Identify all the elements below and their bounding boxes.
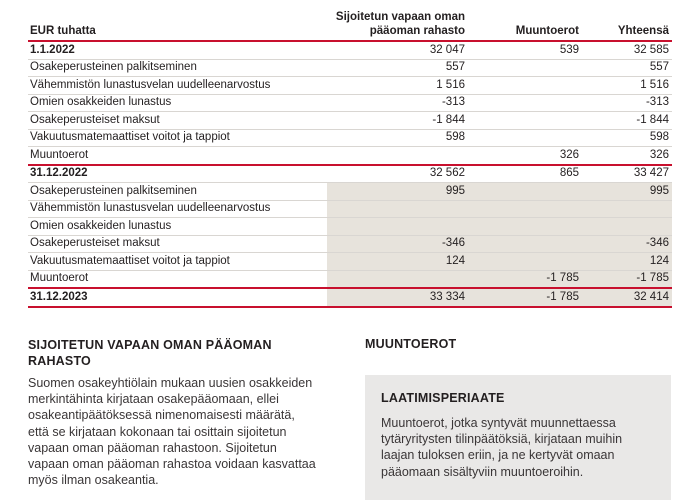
row-label: Omien osakkeiden lunastus (28, 218, 327, 236)
row-label: Muuntoerot (28, 270, 327, 288)
table-row (28, 59, 672, 77)
table-row (28, 129, 672, 147)
row-label: Osakeperusteinen palkitseminen (28, 59, 327, 77)
cell-value (468, 59, 582, 77)
cell-value (327, 147, 468, 165)
cell-value (582, 218, 672, 236)
cell-value: -313 (582, 94, 672, 112)
cell-value: 32 585 (582, 41, 672, 59)
cell-value: 32 562 (327, 165, 468, 183)
cell-value (582, 200, 672, 218)
header-total: Yhteensä (582, 10, 672, 41)
table-block-2023 (28, 183, 672, 307)
header-invested-equity-fund: Sijoitetun vapaan oman pääoman rahasto (327, 10, 468, 41)
row-label: Osakeperusteinen palkitseminen (28, 183, 327, 201)
table-row (28, 94, 672, 112)
cell-value: -1 844 (582, 112, 672, 130)
cell-value: -346 (327, 235, 468, 253)
table-block-2022 (28, 41, 672, 183)
cell-value: -1 785 (582, 270, 672, 288)
equity-table (28, 10, 672, 308)
row-label: Osakeperusteiset maksut (28, 112, 327, 130)
cell-value (327, 200, 468, 218)
table-row (28, 253, 672, 271)
row-label: 31.12.2023 (28, 288, 327, 307)
cell-value: 865 (468, 165, 582, 183)
row-label: Vähemmistön lunastusvelan uudelleenarvostus (28, 200, 327, 218)
cell-value: -1 785 (468, 270, 582, 288)
table-row (28, 112, 672, 130)
table-row (28, 200, 672, 218)
table-row (28, 147, 672, 165)
cell-value: 124 (582, 253, 672, 271)
row-label: 31.12.2022 (28, 165, 327, 183)
table-row (28, 165, 672, 183)
row-label: Omien osakkeiden lunastus (28, 94, 327, 112)
row-label: Vakuutusmatemaattiset voitot ja tappiot (28, 129, 327, 147)
table-row (28, 77, 672, 95)
box-title: LAATIMISPERIAATE (381, 391, 505, 405)
cell-value (468, 183, 582, 201)
table-row (28, 288, 672, 307)
cell-value: 124 (327, 253, 468, 271)
cell-value (468, 129, 582, 147)
cell-value: -1 785 (468, 288, 582, 307)
cell-value (468, 112, 582, 130)
translation-differences-title: MUUNTOEROT (365, 337, 457, 351)
header-translation-differences: Muuntoerot (468, 10, 582, 41)
table-row (28, 235, 672, 253)
cell-value: 32 414 (582, 288, 672, 307)
header-eur-thousands: EUR tuhatta (28, 10, 327, 41)
cell-value (468, 77, 582, 95)
table-row (28, 218, 672, 236)
section-title: SIJOITETUN VAPAAN OMAN PÄÄOMAN RAHASTO (28, 338, 272, 368)
row-label: Vähemmistön lunastusvelan uudelleenarvostus (28, 77, 327, 95)
cell-value (468, 253, 582, 271)
cell-value (327, 218, 468, 236)
invested-equity-fund-section (28, 337, 318, 488)
cell-value: 33 334 (327, 288, 468, 307)
row-label: Muuntoerot (28, 147, 327, 165)
cell-value: 1 516 (582, 77, 672, 95)
cell-value: 557 (327, 59, 468, 77)
cell-value: 598 (582, 129, 672, 147)
cell-value: -346 (582, 235, 672, 253)
cell-value (468, 200, 582, 218)
cell-value: -1 844 (327, 112, 468, 130)
cell-value (468, 218, 582, 236)
cell-value: 557 (582, 59, 672, 77)
row-label: 1.1.2022 (28, 41, 327, 59)
table-header-row (28, 10, 672, 41)
table-row (28, 183, 672, 201)
table-row (28, 41, 672, 59)
cell-value: 32 047 (327, 41, 468, 59)
cell-value: 598 (327, 129, 468, 147)
section-body: Suomen osakeyhtiölain mukaan uusien osakkeiden merkintähinta kirjataan osakepääomaan, ellei osakeantipäätöksessä nimenomaisesti määrätä, että se kirjataan kokonaan tai osittain sijoitetun vapaan oman pääoman rahastoon. Sijoitetun vapaan oman pääoman rahastoa voidaan kasvattaa myös ilman osakeantia. (28, 376, 316, 488)
cell-value (468, 235, 582, 253)
row-label: Osakeperusteiset maksut (28, 235, 327, 253)
cell-value: 326 (582, 147, 672, 165)
cell-value: 995 (327, 183, 468, 201)
table-row (28, 270, 672, 288)
cell-value (468, 94, 582, 112)
cell-value: 1 516 (327, 77, 468, 95)
accounting-principle-box (365, 375, 671, 500)
cell-value: 995 (582, 183, 672, 201)
row-label: Vakuutusmatemaattiset voitot ja tappiot (28, 253, 327, 271)
cell-value: 539 (468, 41, 582, 59)
box-body: Muuntoerot, jotka syntyvät muunnettaessa tytäryritysten tilinpäätöksiä, kirjataan muihin laajan tuloksen eriin, ja ne kertyvät omaan pääomaan sisältyviin muuntoeroihin. (381, 416, 623, 479)
cell-value (327, 270, 468, 288)
cell-value: -313 (327, 94, 468, 112)
cell-value: 33 427 (582, 165, 672, 183)
cell-value: 326 (468, 147, 582, 165)
